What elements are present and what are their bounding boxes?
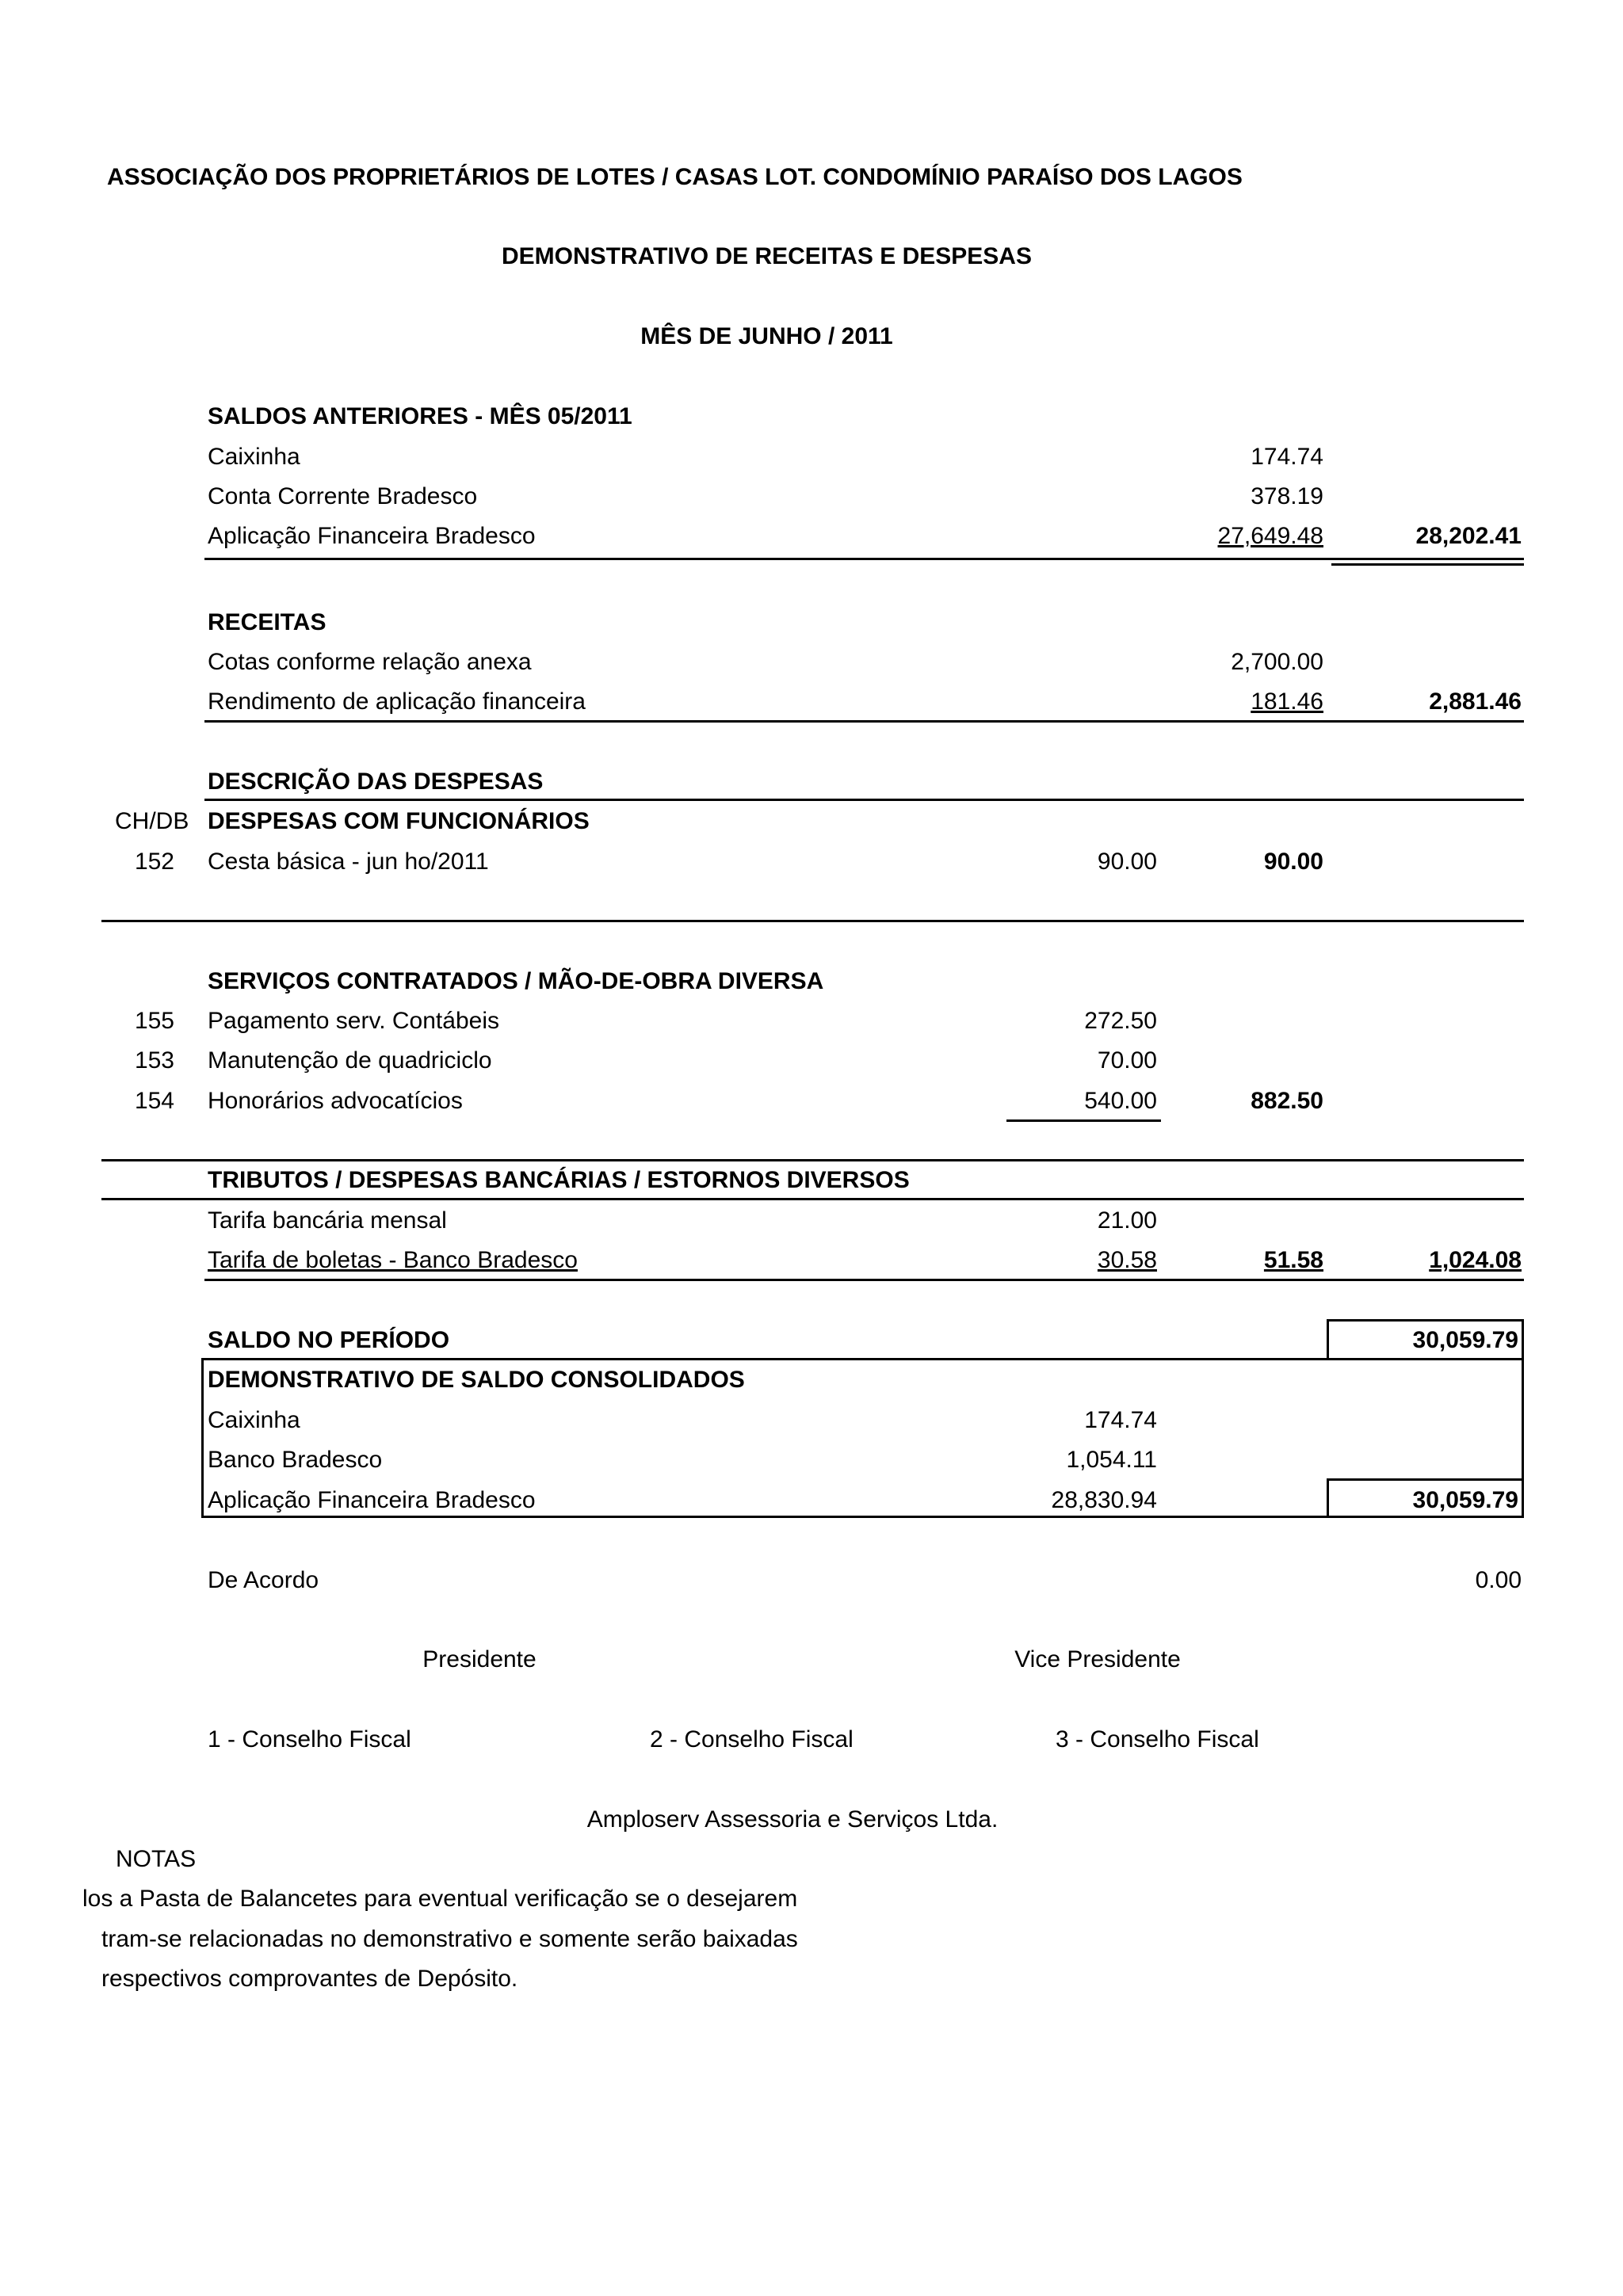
servico-contabeis-label: Pagamento serv. Contábeis (208, 1008, 499, 1034)
consolidado-aplicacao-value: 28,830.94 (1051, 1487, 1157, 1513)
servico-honorarios-value: 540.00 (1084, 1088, 1157, 1114)
funcionarios-rule (101, 920, 1524, 922)
saldos-anteriores-total: 28,202.41 (1415, 523, 1522, 549)
receita-cotas-label: Cotas conforme relação anexa (208, 649, 532, 675)
company-name: Amploserv Assessoria e Serviços Ltda. (586, 1806, 999, 1833)
saldo-conta-corrente-value: 378.19 (1251, 483, 1323, 509)
consolidado-total: 30,059.79 (1412, 1487, 1518, 1513)
signature-conselho-2: 2 - Conselho Fiscal (650, 1726, 854, 1753)
signature-conselho-1: 1 - Conselho Fiscal (208, 1726, 411, 1753)
saldos-anteriores-title: SALDOS ANTERIORES - MÊS 05/2011 (208, 403, 632, 429)
servico-quadriciclo-value: 70.00 (1097, 1047, 1157, 1074)
signature-presidente: Presidente (422, 1646, 537, 1672)
funcionarios-ch: 152 (134, 849, 174, 875)
tributo-tarifa-mensal-label: Tarifa bancária mensal (208, 1207, 447, 1234)
receitas-rule (204, 720, 1524, 723)
signature-vice-presidente: Vice Presidente (1014, 1646, 1181, 1672)
saldo-conta-corrente-label: Conta Corrente Bradesco (208, 483, 478, 509)
tributos-subtotal: 51.58 (1263, 1247, 1323, 1273)
notes-line-1: los a Pasta de Balancetes para eventual verificação se o desejarem (82, 1886, 798, 1912)
despesas-total: 1,024.08 (1429, 1247, 1522, 1273)
consolidado-banco-value: 1,054.11 (1066, 1447, 1157, 1473)
consolidado-caixinha-label: Caixinha (208, 1407, 300, 1433)
consolidado-caixinha-value: 174.74 (1084, 1407, 1157, 1433)
notes-line-3: respectivos comprovantes de Depósito. (101, 1966, 518, 1992)
servicos-value-rule (1006, 1119, 1161, 1122)
funcionarios-item-value: 90.00 (1097, 849, 1157, 875)
servicos-rule (101, 1159, 1524, 1161)
saldo-periodo-label: SALDO NO PERÍODO (208, 1327, 450, 1353)
report-period: MÊS DE JUNHO / 2011 (640, 323, 893, 349)
tributos-title: TRIBUTOS / DESPESAS BANCÁRIAS / ESTORNOS DIVERSOS (208, 1167, 910, 1193)
servico-quadriciclo-ch: 153 (134, 1047, 174, 1074)
servico-contabeis-value: 272.50 (1084, 1008, 1157, 1034)
servicos-subtotal: 882.50 (1251, 1088, 1323, 1114)
receitas-total: 2,881.46 (1429, 688, 1522, 715)
saldo-caixinha-value: 174.74 (1251, 444, 1323, 470)
despesas-title-rule (204, 799, 1524, 801)
tributo-tarifa-boletas-value: 30.58 (1097, 1247, 1157, 1273)
tributos-title-rule (101, 1198, 1524, 1200)
ch-db-header: CH/DB (115, 808, 189, 834)
signature-conselho-3: 3 - Conselho Fiscal (1056, 1726, 1259, 1753)
funcionarios-item-label: Cesta básica - jun ho/2011 (208, 849, 489, 875)
saldo-periodo-value: 30,059.79 (1412, 1327, 1518, 1353)
receita-rendimento-value: 181.46 (1251, 688, 1323, 715)
saldo-aplicacao-value: 27,649.48 (1217, 523, 1323, 549)
servico-quadriciclo-label: Manutenção de quadriciclo (208, 1047, 492, 1074)
receita-cotas-value: 2,700.00 (1231, 649, 1323, 675)
servico-contabeis-ch: 155 (134, 1008, 174, 1034)
receitas-title: RECEITAS (208, 609, 327, 635)
consolidado-aplicacao-label: Aplicação Financeira Bradesco (208, 1487, 536, 1513)
notes-title: NOTAS (116, 1846, 197, 1872)
servico-honorarios-ch: 154 (134, 1088, 174, 1114)
saldos-anteriores-double-rule (1331, 563, 1524, 566)
funcionarios-title: DESPESAS COM FUNCIONÁRIOS (208, 808, 590, 834)
funcionarios-subtotal: 90.00 (1263, 849, 1323, 875)
tributo-tarifa-boletas-label: Tarifa de boletas - Banco Bradesco (208, 1247, 578, 1273)
saldos-anteriores-rule (204, 558, 1524, 560)
saldo-caixinha-label: Caixinha (208, 444, 300, 470)
de-acordo-label: De Acordo (208, 1567, 319, 1593)
consolidado-title: DEMONSTRATIVO DE SALDO CONSOLIDADOS (208, 1367, 745, 1393)
receita-rendimento-label: Rendimento de aplicação financeira (208, 688, 586, 715)
notes-line-2: tram-se relacionadas no demonstrativo e somente serão baixadas (101, 1926, 798, 1952)
saldo-aplicacao-label: Aplicação Financeira Bradesco (208, 523, 536, 549)
servicos-title: SERVIÇOS CONTRATADOS / MÃO-DE-OBRA DIVERSA (208, 968, 824, 994)
tributos-rule (204, 1279, 1524, 1281)
organization-title: ASSOCIAÇÃO DOS PROPRIETÁRIOS DE LOTES / CASAS LOT. CONDOMÍNIO PARAÍSO DOS LAGOS (107, 164, 1243, 190)
consolidado-banco-label: Banco Bradesco (208, 1447, 383, 1473)
servico-honorarios-label: Honorários advocatícios (208, 1088, 463, 1114)
de-acordo-value: 0.00 (1475, 1567, 1522, 1593)
tributo-tarifa-mensal-value: 21.00 (1097, 1207, 1157, 1234)
despesas-title: DESCRIÇÃO DAS DESPESAS (208, 769, 544, 795)
report-title: DEMONSTRATIVO DE RECEITAS E DESPESAS (502, 243, 1032, 269)
